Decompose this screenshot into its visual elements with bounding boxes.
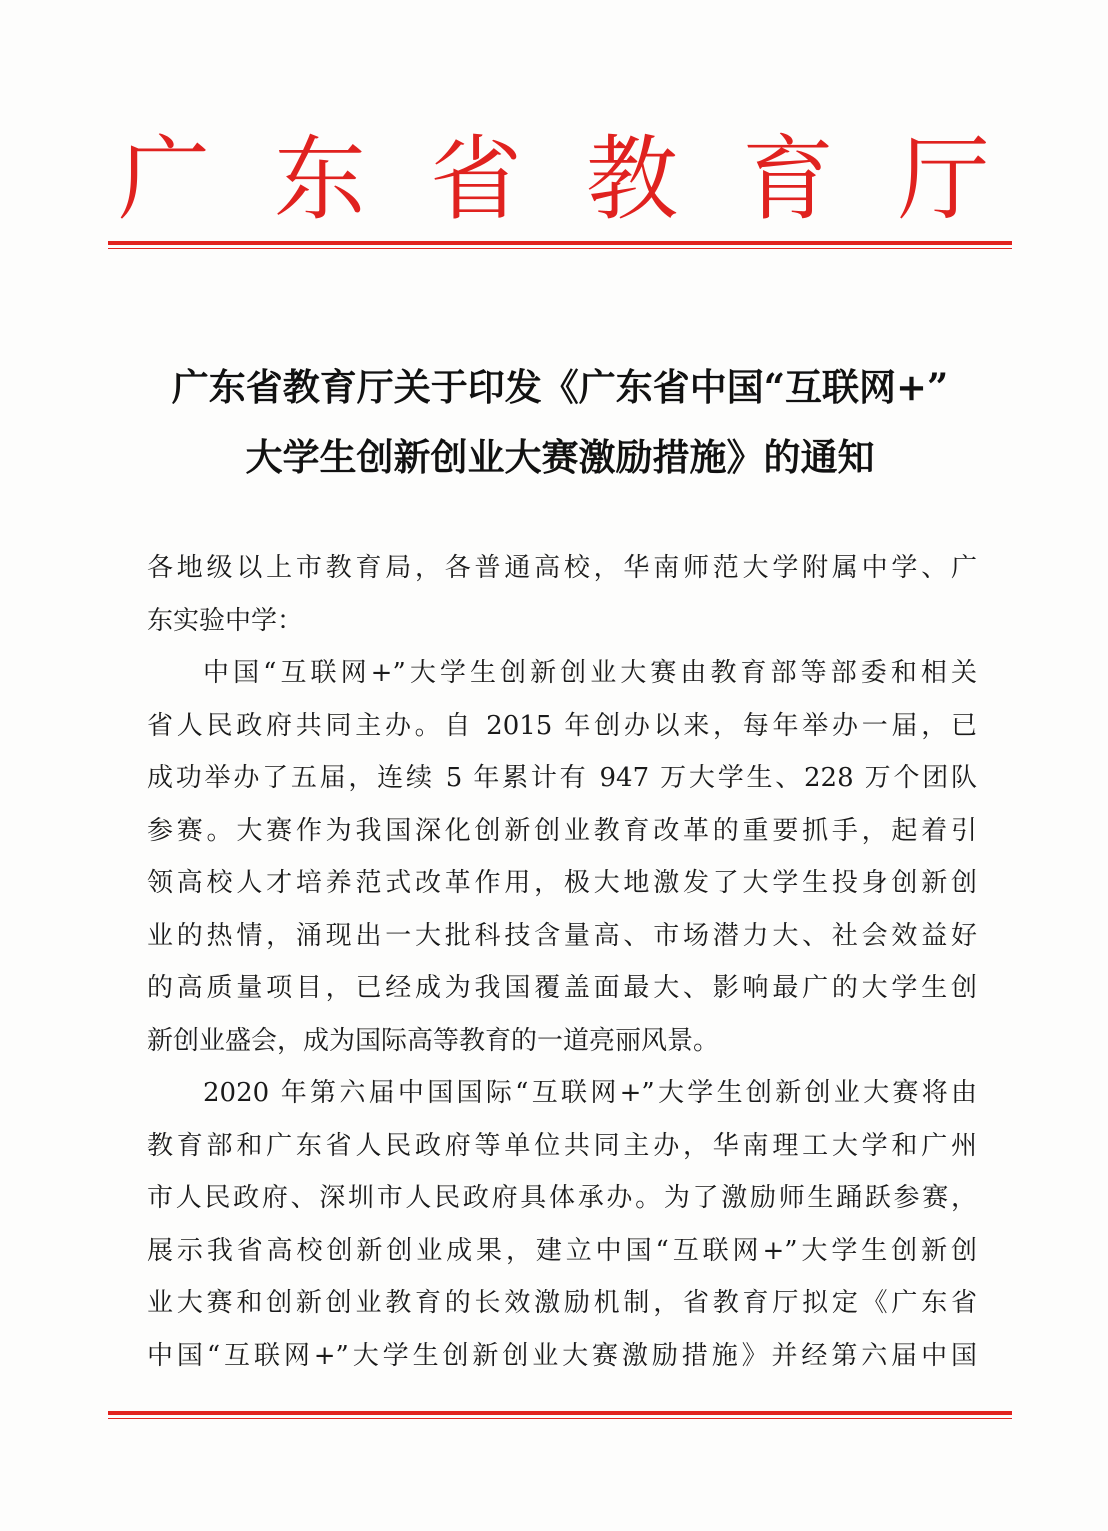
body-line: 省人民政府共同主办。自 2015 年创办以来，每年举办一届，已 — [147, 710, 977, 741]
masthead-char: 教 — [585, 126, 678, 233]
body-line: 教育部和广东省人民政府等单位共同主办，华南理工大学和广州 — [147, 1130, 977, 1161]
salutation-line: 东实验中学： — [147, 605, 304, 636]
divider-thin-line — [108, 1418, 1012, 1419]
masthead-char: 东 — [273, 126, 366, 233]
body-line: 市人民政府、深圳市人民政府具体承办。为了激励师生踊跃参赛， — [147, 1183, 977, 1213]
body-line: 新创业盛会，成为国际高等教育的一道亮丽风景。 — [147, 1025, 720, 1056]
divider-thick-line — [108, 1411, 1012, 1415]
masthead-char: 厅 — [897, 126, 990, 233]
body-line: 业的热情，涌现出一大批科技含量高、市场潜力大、社会效益好 — [147, 920, 977, 951]
body-line: 2020 年第六届中国国际“互联网+”大学生创新创业大赛将由 — [203, 1078, 977, 1108]
masthead-char: 广 — [118, 126, 211, 233]
document-body — [147, 542, 977, 1382]
body-line: 展示我省高校创新创业成果，建立中国“互联网+”大学生创新创 — [147, 1235, 977, 1266]
body-line: 的高质量项目，已经成为我国覆盖面最大、影响最广的大学生创 — [147, 973, 977, 1003]
document-title — [120, 352, 1000, 492]
salutation-line: 各地级以上市教育局，各普通高校，华南师范大学附属中学、广 — [147, 553, 977, 583]
body-line: 参赛。大赛作为我国深化创新创业教育改革的重要抓手，起着引 — [147, 815, 977, 846]
divider-thin-line — [108, 248, 1012, 249]
title-line-2: 大学生创新创业大赛激励措施》的通知 — [245, 435, 875, 479]
footer-divider — [108, 1411, 1012, 1419]
body-line: 领高校人才培养范式改革作用，极大地激发了大学生投身创新创 — [147, 868, 977, 898]
masthead-char: 省 — [429, 126, 522, 233]
body-line: 中国“互联网+”大学生创新创业大赛激励措施》并经第六届中国 — [147, 1340, 977, 1371]
title-line-1: 广东省教育厅关于印发《广东省中国“互联网+” — [171, 365, 949, 409]
body-line: 成功举办了五届，连续 5 年累计有 947 万大学生、228 万个团队 — [147, 763, 977, 793]
body-line: 业大赛和创新创业教育的长效激励机制，省教育厅拟定《广东省 — [147, 1288, 977, 1318]
masthead — [118, 120, 990, 240]
divider-thick-line — [108, 241, 1012, 245]
body-line: 中国“互联网+”大学生创新创业大赛由教育部等部委和相关 — [203, 658, 977, 688]
masthead-char: 育 — [741, 126, 834, 233]
masthead-divider — [108, 241, 1012, 249]
